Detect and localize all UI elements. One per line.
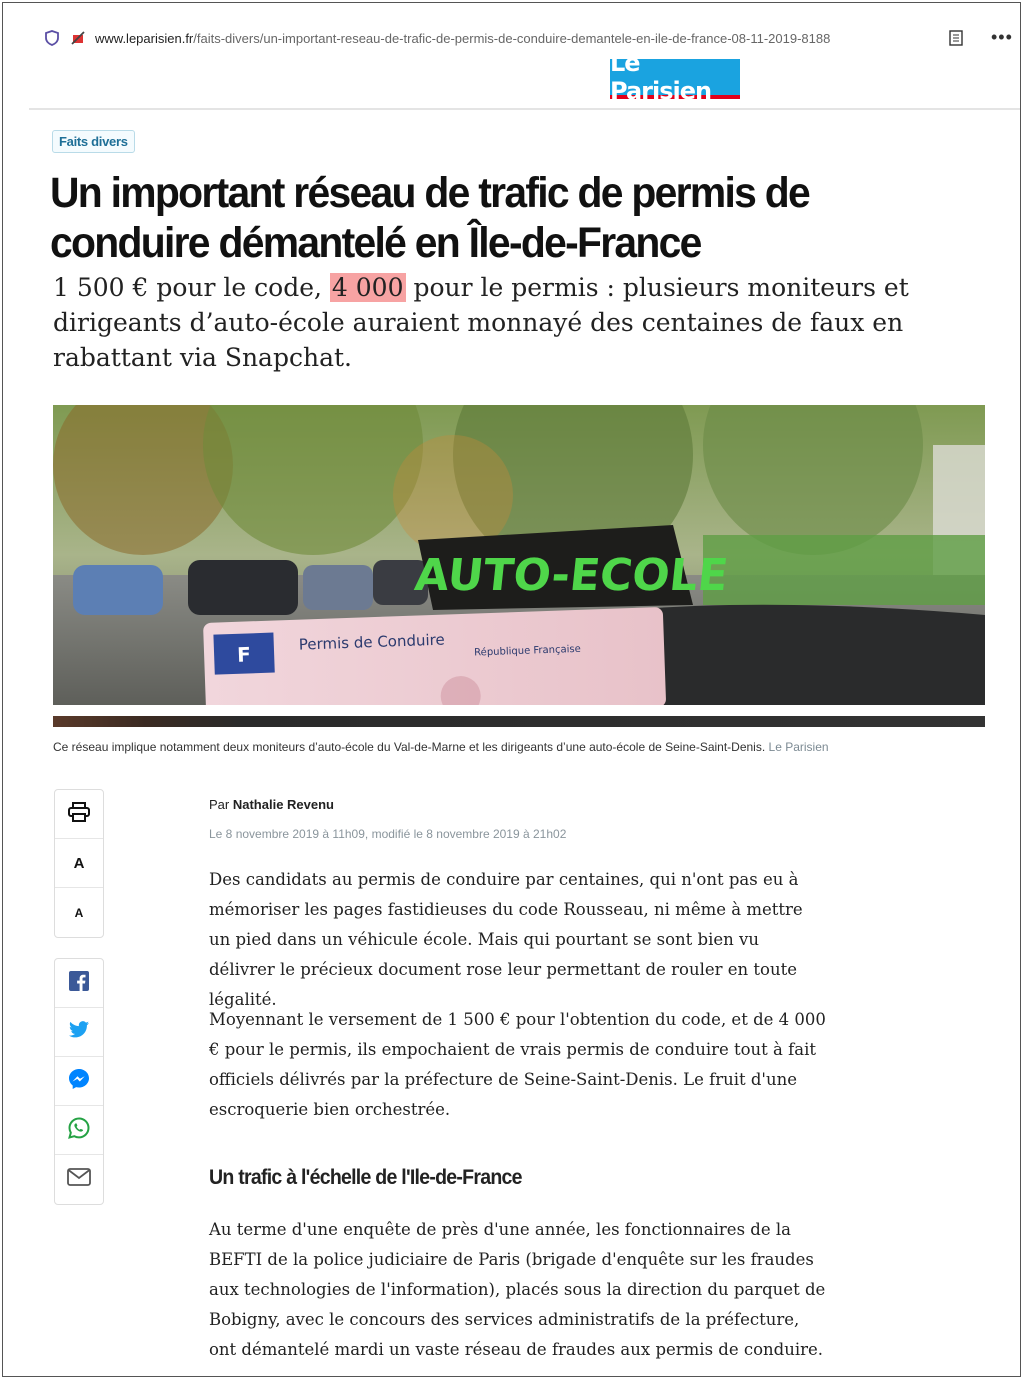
- browser-frame: [2, 2, 1021, 1377]
- byline-prefix: Par: [209, 797, 230, 812]
- shield-icon[interactable]: [43, 29, 61, 47]
- address-bar[interactable]: [43, 23, 973, 53]
- publish-dates: Le 8 novembre 2019 à 11h09, modifié le 8 novembre 2019 à 21h02: [209, 827, 567, 841]
- tracking-blocked-icon[interactable]: [69, 29, 87, 47]
- share-facebook-button[interactable]: [55, 959, 103, 1008]
- email-icon: [67, 1168, 91, 1191]
- whatsapp-icon: [68, 1117, 90, 1144]
- paragraph-1: Des candidats au permis de conduire par centaines, qui n'ont pas eu à mémoriser les pages fastidieuses du code Rousseau, ni même à mettre un pied dans un véhicule école. Mais qui pourtant se sont bien vu délivrer le précieux document rose leur permettant de rouler en toute légalité.: [209, 870, 803, 1009]
- paragraph-2: Moyennant le versement de 1 500 € pour l'obtention du code, et de 4 000 € pour le permis, ils empochaient de vrais permis de conduire tout à fait officiels délivrés par la préfecture de Seine-Saint-Denis. Le fruit d'une escroquerie bien orchestrée.: [209, 1010, 826, 1119]
- share-whatsapp-button[interactable]: [55, 1106, 103, 1155]
- lede-highlight: 4 000: [331, 273, 404, 302]
- author-name[interactable]: Nathalie Revenu: [232, 797, 335, 812]
- photo-bottom-strip: [53, 716, 985, 727]
- more-menu-icon[interactable]: •••: [991, 27, 1013, 47]
- url-path: /faits-divers/un-important-reseau-de-trafic-de-permis-de-conduire-demantele-en-ile-de-france-08-11-2019-8188: [193, 30, 831, 46]
- article-title: Un important réseau de trafic de permis de conduire démantelé en Île-de-France: [50, 169, 810, 267]
- photo-caption: [53, 740, 829, 754]
- share-twitter-button[interactable]: [55, 1008, 103, 1057]
- font-increase-button[interactable]: A: [55, 839, 103, 888]
- share-email-button[interactable]: [55, 1155, 103, 1204]
- header-divider: [29, 108, 1021, 110]
- article-photo: [53, 405, 985, 705]
- reader-view-icon[interactable]: [949, 30, 963, 51]
- section-subhead: Un trafic à l'échelle de l'Ile-de-France: [209, 1166, 522, 1189]
- photo-card-letter: F: [236, 642, 252, 667]
- twitter-icon: [69, 1021, 89, 1043]
- photo-card-sub: République Française: [474, 643, 581, 659]
- font-decrease-button[interactable]: A: [74, 905, 84, 920]
- messenger-icon: [68, 1068, 90, 1095]
- url-text[interactable]: [95, 31, 905, 46]
- caption-credit[interactable]: Le Parisien: [768, 740, 829, 754]
- facebook-icon: [69, 971, 89, 996]
- url-domain: www.leparisien.fr: [95, 30, 194, 46]
- caption-text: Ce réseau implique notamment deux moniteurs d’auto-école du Val-de-Marne et les dirigeants d’une auto-école de Seine-Saint-Denis.: [53, 740, 766, 754]
- byline: [209, 797, 334, 812]
- lede-start: 1 500 € pour le code,: [53, 273, 322, 302]
- lede-end: pour le permis : plusieurs moniteurs et dirigeants d’auto-école auraient monnayé des centaines de faux en rabattant via Snapchat.: [53, 273, 909, 372]
- photo-sign-text: AUTO-ECOLE: [412, 550, 731, 601]
- share-tools: [54, 958, 104, 1205]
- paragraph-3: Au terme d'une enquête de près d'une année, les fonctionnaires de la BEFTI de la police judiciaire de Paris (brigade d'enquête sur les fraudes aux technologies de l'information), placés sous la direction du parquet de Bobigny, avec le concours des services administratifs de la préfecture, ont démantelé mardi un vaste réseau de fraudes aux permis de conduire.: [209, 1220, 826, 1359]
- article-tools: [54, 789, 104, 938]
- share-messenger-button[interactable]: [55, 1057, 103, 1106]
- site-logo[interactable]: Le Parisien: [610, 59, 740, 99]
- print-icon: [68, 802, 90, 827]
- category-tag[interactable]: Faits divers: [52, 130, 135, 153]
- print-button[interactable]: [55, 790, 103, 839]
- article-lede: [53, 270, 933, 375]
- photo-card-title: Permis de Conduire: [298, 630, 445, 654]
